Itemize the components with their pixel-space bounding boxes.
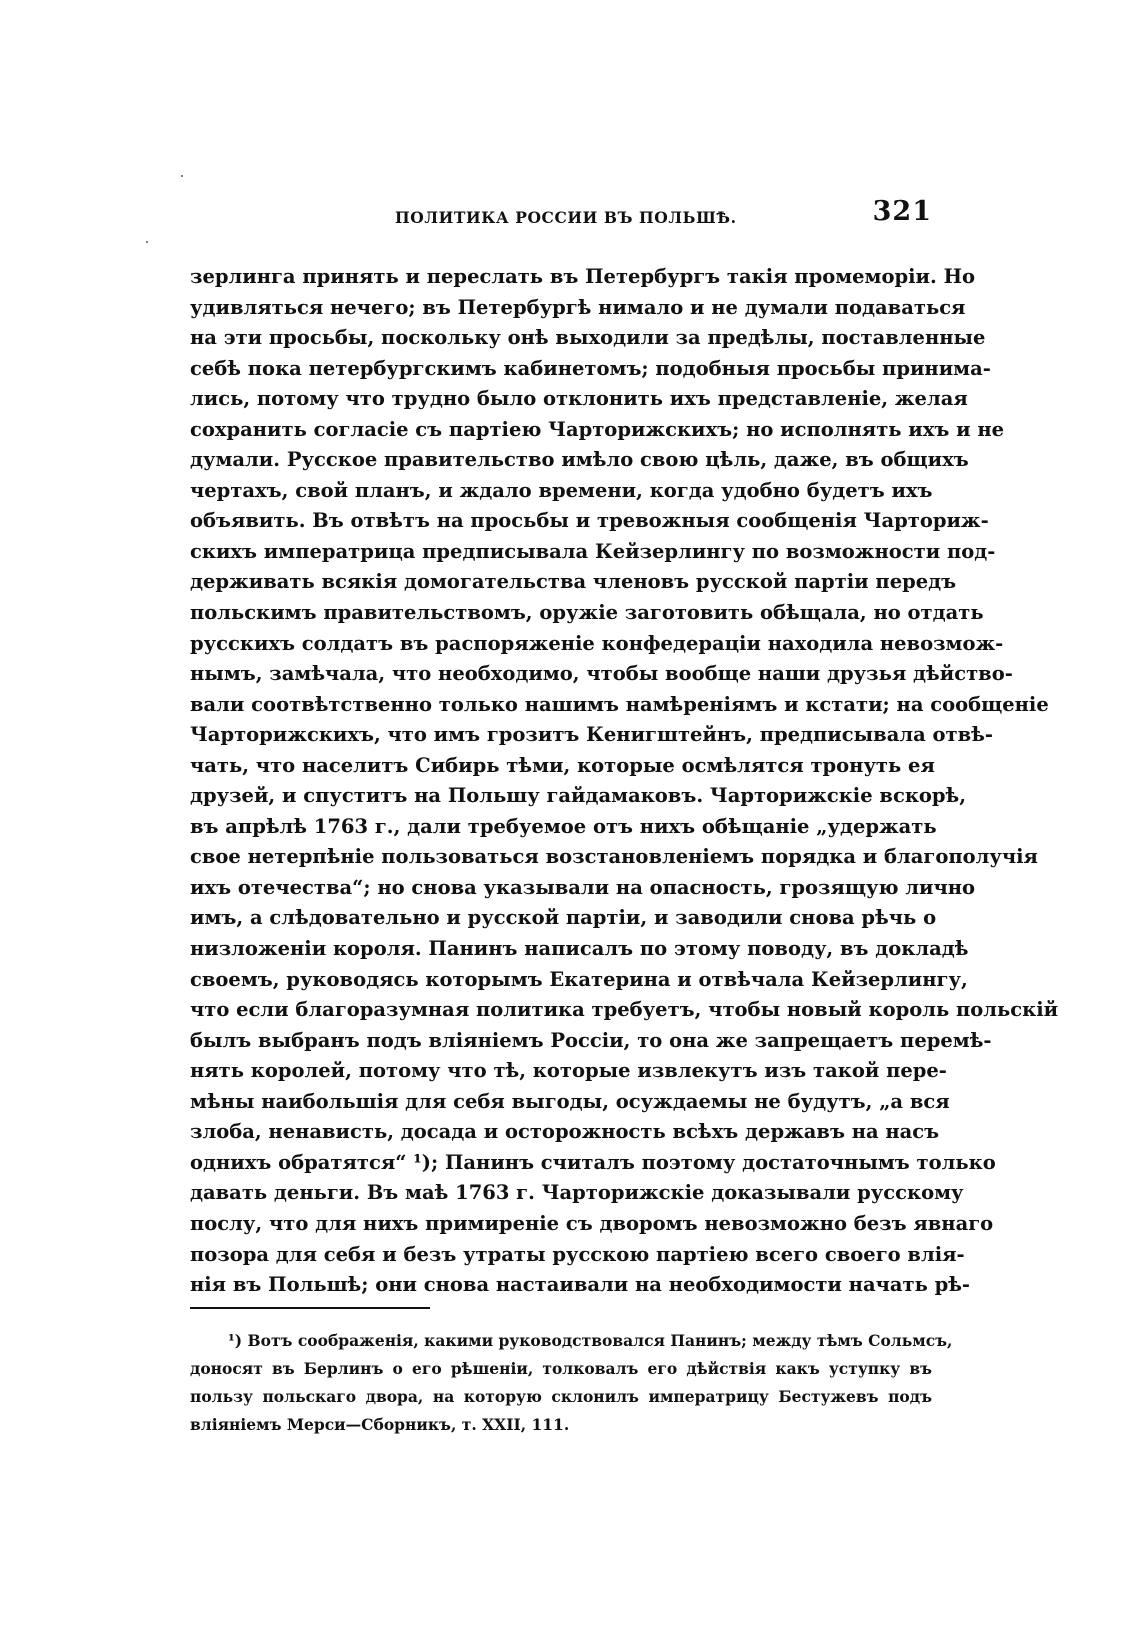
- text-line: нять королей, потому что тѣ, которые извлекутъ изъ такой пере-: [190, 1059, 947, 1083]
- text-line: имъ, а слѣдовательно и русской партіи, и заводили снова рѣчь о: [190, 906, 937, 930]
- text-line: друзей, и спуститъ на Польшу гайдамаковъ. Чарторижскіе вскорѣ,: [190, 784, 967, 808]
- print-speck: [181, 175, 183, 177]
- text-line: объявить. Въ отвѣтъ на просьбы и тревожныя сообщенія Чарториж-: [190, 509, 989, 533]
- page-number: 321: [872, 196, 932, 227]
- text-line: чать, что населитъ Сибирь тѣми, которые осмѣлятся тронуть ея: [190, 753, 935, 777]
- text-line: давать деньги. Въ маѣ 1763 г. Чарторижскіе доказывали русскому: [190, 1181, 964, 1205]
- footnote: [190, 1327, 953, 1439]
- text-line: вали соотвѣтственно только нашимъ намѣреніямъ и кстати; на сообщеніе: [190, 692, 1049, 716]
- text-line: что если благоразумная политика требуетъ, чтобы новый король польскій: [190, 998, 1059, 1022]
- print-speck: [146, 241, 148, 243]
- text-line: чертахъ, свой планъ, и ждало времени, когда удобно будетъ ихъ: [190, 478, 933, 502]
- text-line: скихъ императрица предписывала Кейзерлингу по возможности под-: [190, 539, 996, 563]
- running-title: ПОЛИТИКА РОССИИ ВЪ ПОЛЬШѢ.: [395, 208, 737, 227]
- text-line: въ апрѣлѣ 1763 г., дали требуемое отъ нихъ обѣщаніе „удержать: [190, 814, 937, 838]
- text-line: однихъ обратятся“ ¹); Панинъ считалъ поэтому достаточнымъ только: [190, 1150, 996, 1174]
- footnote-separator: [190, 1307, 430, 1309]
- text-line: польскимъ правительствомъ, оружіе заготовить обѣщала, но отдать: [190, 601, 984, 625]
- text-line: Чарторижскихъ, что имъ грозитъ Кенигштейнъ, предписывала отвѣ-: [190, 723, 993, 747]
- text-line: на эти просьбы, поскольку онѣ выходили за предѣлы, поставленные: [190, 326, 986, 350]
- text-line: удивляться нечего; въ Петербургѣ нимало и не думали подаваться: [190, 295, 966, 319]
- text-line: низложеніи короля. Панинъ написалъ по этому поводу, въ докладѣ: [190, 937, 969, 961]
- running-head: [190, 196, 932, 236]
- text-line: своемъ, руководясь которымъ Екатерина и отвѣчала Кейзерлингу,: [190, 967, 968, 991]
- text-line: ихъ отечества“; но снова указывали на опасность, грозящую лично: [190, 875, 976, 899]
- text-line: держивать всякія домогательства членовъ русской партіи передъ: [190, 570, 957, 594]
- text-line: злоба, ненависть, досада и осторожность всѣхъ державъ на насъ: [190, 1120, 940, 1144]
- footnote-line: вліяніемъ Мерси—Сборникъ, т. XXII, 111.: [190, 1415, 570, 1434]
- footnote-line: пользу польскаго двора, на которую склонилъ императрицу Бестужевъ подъ: [190, 1387, 932, 1406]
- text-line: себѣ пока петербургскимъ кабинетомъ; подобныя просьбы принима-: [190, 356, 991, 380]
- footnote-line: ¹) Вотъ соображенія, какими руководствовался Панинъ; между тѣмъ Сольмсъ,: [228, 1331, 953, 1350]
- body-text: [190, 262, 1059, 1301]
- text-line: мѣны наибольшія для себя выгоды, осуждаемы не будутъ, „а вся: [190, 1089, 950, 1113]
- text-line: позора для себя и безъ утраты русскою партіею всего своего влія-: [190, 1242, 965, 1266]
- text-line: думали. Русское правительство имѣло свою цѣль, даже, въ общихъ: [190, 448, 969, 472]
- text-line: зерлинга принять и переслать въ Петербургъ такія промеморіи. Но: [190, 265, 976, 288]
- text-line: лись, потому что трудно было отклонить ихъ представленіе, желая: [190, 387, 968, 411]
- text-line: послу, что для нихъ примиреніе съ дворомъ невозможно безъ явнаго: [190, 1211, 994, 1235]
- text-line: русскихъ солдатъ въ распоряженіе конфедераціи находила невозмож-: [190, 631, 1004, 655]
- text-line: нымъ, замѣчала, что необходимо, чтобы вообще наши друзья дѣйство-: [190, 662, 1013, 686]
- footnote-line: доносят въ Берлинъ о его рѣшеніи, толковалъ его дѣйствія какъ уступку въ: [190, 1359, 932, 1378]
- text-line: свое нетерпѣніе пользоваться возстановленіемъ порядка и благополучія: [190, 845, 1038, 869]
- text-line: сохранить согласіе съ партіею Чарторижскихъ; но исполнять ихъ и не: [190, 417, 1005, 441]
- text-line: былъ выбранъ подъ вліяніемъ Россіи, то она же запрещаетъ перемѣ-: [190, 1028, 992, 1052]
- text-line: нія въ Польшѣ; они снова настаивали на необходимости начать рѣ-: [190, 1273, 971, 1297]
